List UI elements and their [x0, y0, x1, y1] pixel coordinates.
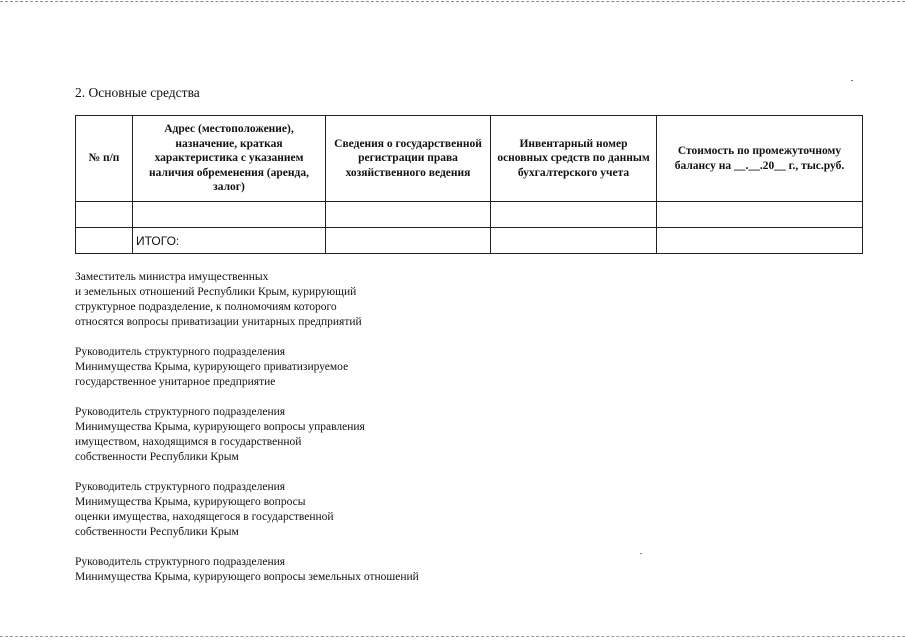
- signature-line: Минимущества Крыма, курирующего вопросы земельных отношений: [75, 571, 419, 583]
- section-title: 2. Основные средства: [75, 85, 200, 100]
- signature-line: Руководитель структурного подразделения: [75, 556, 286, 568]
- signature-property-valuation-head: [75, 480, 675, 540]
- table-cell: [491, 202, 657, 228]
- signature-line: государственное унитарное предприятие: [75, 376, 276, 388]
- signature-line: Минимущества Крыма, курирующего вопросы: [75, 496, 306, 508]
- signature-line: оценки имущества, находящегося в государственной: [75, 511, 334, 523]
- table-total-row: [76, 228, 863, 254]
- signature-line: относятся вопросы приватизации унитарных предприятий: [75, 316, 362, 328]
- signature-property-management-head: [75, 405, 675, 465]
- table-cell: [657, 228, 863, 254]
- fixed-assets-table: [75, 115, 863, 254]
- total-label: ИТОГО:: [133, 228, 326, 254]
- signature-line: Минимущества Крыма, курирующего вопросы управления: [75, 421, 365, 433]
- scan-speck: [851, 80, 853, 81]
- table-cell: [657, 202, 863, 228]
- table-header-row: [76, 116, 863, 202]
- signature-line: структурное подразделение, к полномочиям которого: [75, 301, 337, 313]
- signature-line: Руководитель структурного подразделения: [75, 346, 286, 358]
- header-number: № п/п: [76, 116, 133, 202]
- signature-blocks: [75, 270, 675, 585]
- table-cell: [326, 202, 491, 228]
- header-balance-cost: Стоимость по промежуточному балансу на __.__.20__ г., тыс.руб.: [657, 116, 863, 202]
- signature-land-relations-head: [75, 555, 675, 585]
- table-cell: [491, 228, 657, 254]
- table-cell: [76, 202, 133, 228]
- scan-bottom-edge: [0, 636, 905, 637]
- header-inventory-number: Инвентарный номер основных средств по данным бухгалтерского учета: [491, 116, 657, 202]
- signature-line: собственности Республики Крым: [75, 526, 239, 538]
- scan-top-edge: [0, 1, 905, 2]
- table-cell: [76, 228, 133, 254]
- signature-line: собственности Республики Крым: [75, 451, 239, 463]
- header-address: Адрес (местоположение), назначение, краткая характеристика с указанием наличия обременения (аренда, залог): [133, 116, 326, 202]
- signature-line: имуществом, находящимся в государственной: [75, 436, 302, 448]
- signature-deputy-minister: [75, 270, 675, 330]
- table-row: [76, 202, 863, 228]
- signature-line: и земельных отношений Республики Крым, курирующий: [75, 286, 357, 298]
- table-cell: [326, 228, 491, 254]
- signature-line: Заместитель министра имущественных: [75, 271, 269, 283]
- table-cell: [133, 202, 326, 228]
- signature-line: Руководитель структурного подразделения: [75, 406, 286, 418]
- header-registration: Сведения о государственной регистрации права хозяйственного ведения: [326, 116, 491, 202]
- signature-privatized-enterprise-head: [75, 345, 675, 390]
- signature-line: Руководитель структурного подразделения: [75, 481, 286, 493]
- signature-line: Минимущества Крыма, курирующего приватизируемое: [75, 361, 349, 373]
